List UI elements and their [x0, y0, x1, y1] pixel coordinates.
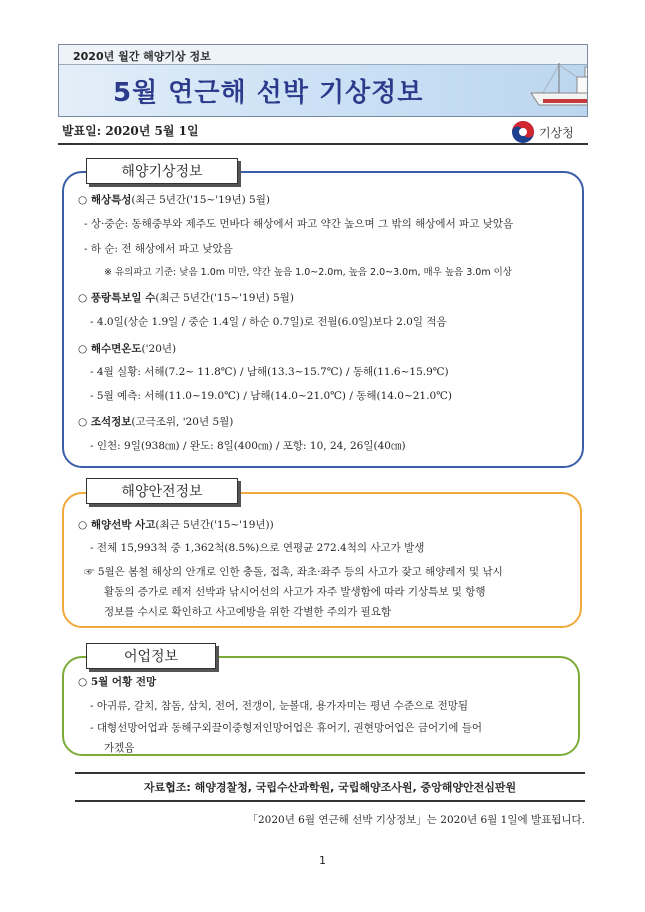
accident-advice-1: ☞ 5월은 봄철 해상의 안개로 인한 충돌, 접촉, 좌초·좌주 등의 사고가 잦고 해양레저 및 낚시 — [84, 566, 503, 578]
accident-advice-2: 활동의 증가로 레저 선박과 낚시어선의 사고가 자주 발생함에 따라 기상특보 및 항행 — [104, 586, 486, 598]
title-banner — [58, 44, 588, 117]
banner-subtitle: 2020년 월간 해양기상 정보 — [73, 50, 211, 63]
data-source-bar: 자료협조: 해양경찰청, 국립수산과학원, 국립해양조사원, 중앙해양안전심판원 — [75, 772, 585, 802]
accident-advice-3: 정보를 수시로 확인하고 사고예방을 위한 각별한 주의가 필요함 — [104, 606, 392, 618]
page-title: 5월 연근해 선박 기상정보 — [113, 78, 424, 108]
fishery-tag: 어업정보 — [86, 643, 216, 669]
sst-may-forecast: - 5월 예측: 서해(11.0~19.0℃) / 남해(14.0~21.0℃) / 동해(14.0~21.0℃) — [90, 390, 452, 402]
marine-safety-tag: 해양안전정보 — [86, 478, 238, 504]
storm-days-detail: - 4.0일(상순 1.9일 / 중순 1.4일 / 하순 0.7일)로 전월(6.0일)보다 2.0일 적음 — [90, 316, 447, 328]
page-number: 1 — [319, 854, 326, 867]
ship-icon — [529, 55, 588, 110]
kma-logo — [511, 120, 574, 144]
publish-date: 발표일: 2020년 5월 1일 — [62, 124, 199, 138]
accident-heading: ○ 해양선박 사고(최근 5년간('15~'19년)) — [78, 519, 274, 531]
taegeuk-logo-icon — [511, 120, 535, 144]
tide-detail: - 인천: 9일(938㎝) / 완도: 8일(400㎝) / 포항: 10, 24, 26일(40㎝) — [90, 440, 406, 452]
fishery-outlook-1: - 아귀류, 갈치, 참돔, 삼치, 전어, 전갱이, 눈볼대, 용가자미는 평년 수준으로 전망됨 — [90, 700, 469, 712]
sea-char-late: - 하 순: 전 해상에서 파고 낮았음 — [84, 243, 233, 255]
storm-days-heading: ○ 풍랑특보일 수(최근 5년간('15~'19년) 5월) — [78, 292, 294, 304]
org-name: 기상청 — [539, 125, 574, 140]
accident-total: - 전체 15,993척 중 1,362척(8.5%)으로 연평균 272.4척의 사고가 발생 — [90, 542, 425, 554]
sea-characteristics-heading: ○ 해상특성(최근 5년간('15~'19년) 5월) — [78, 194, 270, 206]
sst-april-actual: - 4월 실황: 서해(7.2~ 11.8℃) / 남해(13.3~15.7℃) / 동해(11.6~15.9℃) — [90, 366, 449, 378]
fishery-outlook-heading: ○ 5월 어황 전망 — [78, 676, 157, 688]
tide-heading: ○ 조석정보(고극조위, '20년 5월) — [78, 416, 234, 428]
wave-height-note: ※ 유의파고 기준: 낮음 1.0m 미만, 약간 높음 1.0~2.0m, 높음 2.0~3.0m, 매우 높음 3.0m 이상 — [104, 267, 512, 278]
next-release-note: 「2020년 6월 연근해 선박 기상정보」는 2020년 6월 1일에 발표됩니다. — [247, 814, 585, 826]
fishery-outlook-3: 가겠음 — [104, 742, 135, 754]
sea-char-early-mid: - 상·중순: 동해중부와 제주도 먼바다 해상에서 파고 약간 높으며 그 밖의 해상에서 파고 낮았음 — [84, 218, 514, 230]
marine-weather-tag: 해양기상정보 — [86, 158, 238, 184]
fishery-outlook-2: - 대형선망어업과 동해구외끌이중형저인망어업은 휴어기, 권현망어업은 금어기에 들어 — [90, 722, 483, 734]
header-divider — [58, 143, 588, 145]
sst-heading: ○ 해수면온도('20년) — [78, 343, 177, 355]
